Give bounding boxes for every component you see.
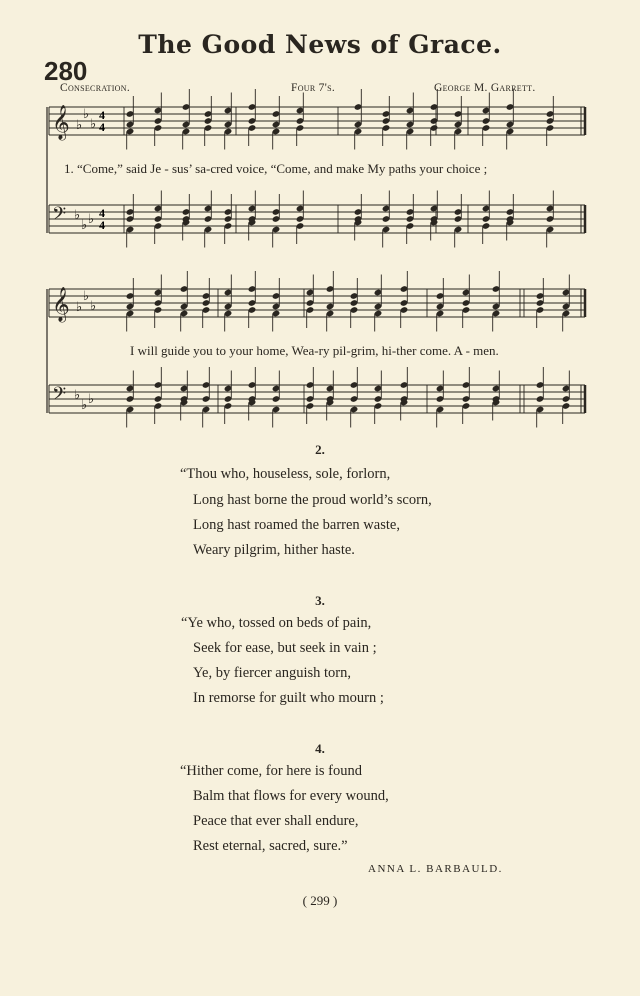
time-sig-top-2: 4 bbox=[99, 206, 105, 220]
page-number: ( 299 ) bbox=[302, 893, 338, 908]
time-sig-top-1: 4 bbox=[99, 108, 105, 122]
verse-2-line-4: Weary pilgrim, hither haste. bbox=[193, 542, 355, 558]
lyric-line-2: I will guide you to your home, Wea-ry pil-grim, hi-ther come. A - men. bbox=[130, 343, 499, 358]
flat-icon: ♭ bbox=[76, 300, 83, 315]
bass-clef-icon: 𝄢 bbox=[52, 384, 67, 409]
notes bbox=[126, 89, 571, 428]
flat-icon: ♭ bbox=[74, 388, 81, 403]
flat-icon: ♭ bbox=[76, 118, 83, 133]
verse-2-number: 2. bbox=[315, 442, 325, 457]
hymn-number: 280 bbox=[44, 56, 88, 86]
verse-4-line-1: “Hither come, for here is found bbox=[180, 763, 362, 779]
clefs bbox=[52, 105, 96, 413]
flat-icon: ♭ bbox=[74, 208, 81, 223]
verse-4-number: 4. bbox=[315, 741, 325, 756]
verse-3-line-2: Seek for ease, but seek in vain ; bbox=[193, 640, 377, 656]
verse-4-line-3: Peace that ever shall endure, bbox=[193, 813, 359, 829]
flat-icon: ♭ bbox=[81, 398, 88, 413]
composer: George M. Garrett. bbox=[434, 82, 536, 94]
time-sig-bottom-1: 4 bbox=[99, 120, 105, 134]
tune-name: Consecration. bbox=[60, 82, 131, 94]
flat-icon: ♭ bbox=[83, 289, 90, 304]
verse-3-line-1: “Ye who, tossed on beds of pain, bbox=[181, 615, 372, 631]
staff-lines bbox=[49, 107, 585, 413]
flat-icon: ♭ bbox=[81, 218, 88, 233]
treble-clef-icon: 𝄞 bbox=[52, 287, 70, 322]
treble-clef-icon: 𝄞 bbox=[52, 105, 70, 140]
verse-3-line-4: In remorse for guilt who mourn ; bbox=[193, 690, 384, 706]
verse-3-line-3: Ye, by fiercer anguish torn, bbox=[193, 665, 351, 681]
verse-3-number: 3. bbox=[315, 593, 325, 608]
verse-2-line-3: Long hast roamed the barren waste, bbox=[193, 517, 400, 533]
time-sig-bottom-2: 4 bbox=[99, 218, 105, 232]
flat-icon: ♭ bbox=[90, 299, 97, 314]
author-credit: ANNA L. BARBAULD. bbox=[368, 863, 503, 875]
flat-icon: ♭ bbox=[90, 117, 97, 132]
barlines bbox=[47, 107, 585, 413]
sheet-music bbox=[0, 0, 640, 440]
flat-icon: ♭ bbox=[88, 212, 95, 227]
verse-4-line-4: Rest eternal, sacred, sure.” bbox=[193, 838, 348, 854]
verse-4-line-2: Balm that flows for every wound, bbox=[193, 788, 389, 804]
bass-clef-icon: 𝄢 bbox=[52, 204, 67, 229]
verse-2-line-2: Long hast borne the proud world’s scorn, bbox=[193, 492, 432, 508]
verse-2-line-1: “Thou who, houseless, sole, forlorn, bbox=[180, 466, 391, 482]
flat-icon: ♭ bbox=[83, 107, 90, 122]
lyric-line-1: 1. “Come,” said Je - sus’ sa-cred voice, “Come, and make My paths your choice ; bbox=[64, 161, 488, 176]
hymn-title: The Good News of Grace. bbox=[138, 30, 502, 59]
meter: Four 7's. bbox=[291, 82, 336, 94]
flat-icon: ♭ bbox=[88, 392, 95, 407]
